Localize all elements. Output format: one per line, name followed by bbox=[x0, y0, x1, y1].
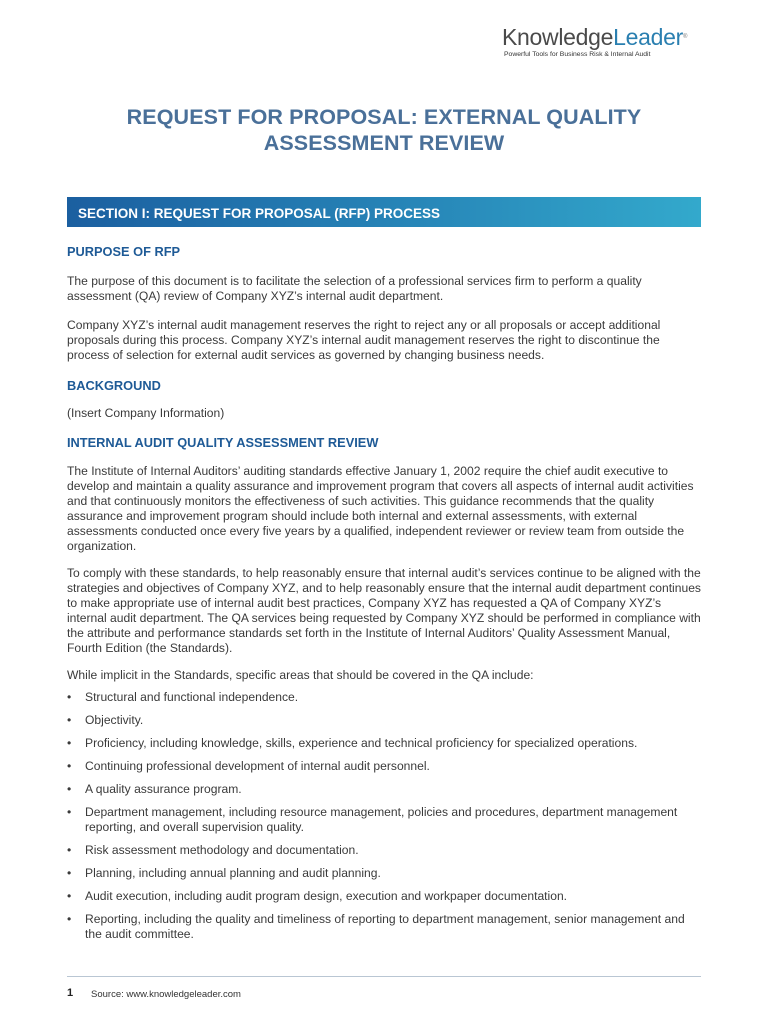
bullet-dot: • bbox=[67, 843, 72, 857]
bullet-dot: • bbox=[67, 713, 72, 727]
section-banner: SECTION I: REQUEST FOR PROPOSAL (RFP) PROCESS bbox=[67, 197, 701, 227]
qa-area-text: Risk assessment methodology and documentation. bbox=[85, 843, 359, 857]
page-title-line2: ASSESSMENT REVIEW bbox=[263, 131, 505, 155]
purpose-heading: PURPOSE OF RFP bbox=[67, 244, 181, 259]
page-title bbox=[67, 104, 701, 156]
qa-area-text: Reporting, including the quality and timeliness of reporting to department management, senior management and the audit committee. bbox=[85, 912, 685, 941]
qa-area-item bbox=[67, 843, 701, 858]
iaqa-paragraph-2: To comply with these standards, to help reasonably ensure that internal audit’s services continue to be aligned with the strategies and objectives of Company XYZ, and to help reasonably ensure that the internal audit department continues to make appropriate use of internal audit best practices, Company XYZ has requested a QA of Company XYZ’s internal audit department. The QA services being requested by Company XYZ should be performed in compliance with the attribute and performance standards set forth in the Institute of Internal Auditors’ Quality Assessment Manual, Fourth Edition (the Standards). bbox=[67, 566, 701, 655]
qa-area-text: Continuing professional development of internal audit personnel. bbox=[85, 759, 430, 773]
qa-area-text: Structural and functional independence. bbox=[85, 690, 299, 704]
qa-area-item bbox=[67, 782, 701, 797]
iaqa-paragraph-3: While implicit in the Standards, specific areas that should be covered in the QA include: bbox=[67, 668, 534, 682]
bullet-dot: • bbox=[67, 805, 72, 819]
qa-areas-list bbox=[67, 690, 701, 942]
qa-area-item bbox=[67, 759, 701, 774]
qa-area-text: Objectivity. bbox=[85, 713, 144, 727]
qa-area-item bbox=[67, 713, 701, 728]
bullet-dot: • bbox=[67, 759, 72, 773]
qa-area-text: Proficiency, including knowledge, skills, experience and technical proficiency for specialized operations. bbox=[85, 736, 638, 750]
qa-area-item bbox=[67, 690, 701, 705]
qa-area-item bbox=[67, 889, 701, 904]
background-heading: BACKGROUND bbox=[67, 378, 161, 393]
qa-area-text: Department management, including resource management, policies and procedures, department management reporting, and overall supervision quality. bbox=[85, 805, 678, 834]
qa-area-text: Audit execution, including audit program design, execution and workpaper documentation. bbox=[85, 889, 568, 903]
bullet-dot: • bbox=[67, 889, 72, 903]
bullet-dot: • bbox=[67, 782, 72, 796]
page-title-line1: REQUEST FOR PROPOSAL: EXTERNAL QUALITY bbox=[126, 105, 642, 129]
qa-area-item bbox=[67, 805, 701, 835]
qa-area-item bbox=[67, 912, 701, 942]
iaqa-paragraph-1: The Institute of Internal Auditors’ auditing standards effective January 1, 2002 require the chief audit executive to develop and maintain a quality assurance and improvement program that covers all aspects of internal audit activities and that continuously monitors the effectiveness of such activities. This guidance recommends that the quality assurance and improvement program should include both internal and external assessments, with external assessments conducted once every five years by a qualified, independent reviewer or review team from outside the organization. bbox=[67, 464, 694, 553]
footer-divider bbox=[67, 976, 701, 977]
bullet-dot: • bbox=[67, 866, 72, 880]
bullet-dot: • bbox=[67, 690, 72, 704]
page-number: 1 bbox=[67, 987, 74, 999]
purpose-paragraph-1: The purpose of this document is to facilitate the selection of a professional services firm to perform a quality assessment (QA) review of Company XYZ’s internal audit department. bbox=[67, 274, 642, 303]
knowledgeleader-logo bbox=[502, 22, 702, 58]
logo-trademark: ® bbox=[682, 34, 688, 40]
logo-wordmark bbox=[502, 22, 702, 52]
qa-area-text: A quality assurance program. bbox=[85, 782, 242, 796]
logo-leader-text: Leader bbox=[613, 24, 683, 50]
iaqa-heading: INTERNAL AUDIT QUALITY ASSESSMENT REVIEW bbox=[67, 435, 379, 450]
logo-knowledge-text: Knowledge bbox=[502, 24, 614, 50]
qa-area-item bbox=[67, 736, 701, 751]
logo-tagline: Powerful Tools for Business Risk & Internal Audit bbox=[504, 51, 651, 58]
qa-area-text: Planning, including annual planning and audit planning. bbox=[85, 866, 381, 880]
background-paragraph: (Insert Company Information) bbox=[67, 406, 225, 420]
document-body bbox=[67, 244, 701, 942]
purpose-paragraph-2: Company XYZ’s internal audit management reserves the right to reject any or all proposals or accept additional proposals during this process. Company XYZ’s internal audit management reserves the right to discontinue the process of selection for external audit services as governed by changing business needs. bbox=[67, 318, 661, 362]
bullet-dot: • bbox=[67, 912, 72, 926]
qa-area-item bbox=[67, 866, 701, 881]
bullet-dot: • bbox=[67, 736, 72, 750]
source-note: Source: www.knowledgeleader.com bbox=[91, 989, 241, 1000]
